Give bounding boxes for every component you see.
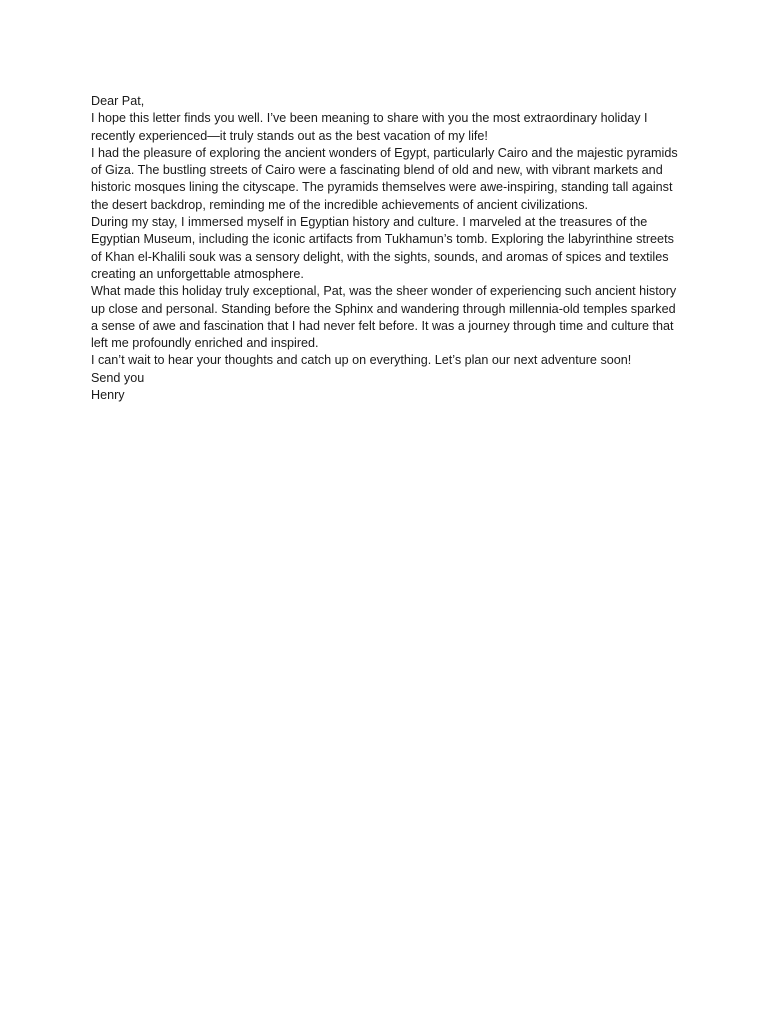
letter-signature: Henry (91, 388, 125, 403)
letter-closing: Send you (91, 370, 145, 385)
letter-paragraph: I had the pleasure of exploring the ancient wonders of Egypt, particularly Cairo and the majestic pyramids of Giza. The bustling streets of Cairo were a fascinating blend of old and new, with vibrant markets and historic mosques lining the cityscape. The pyramids themselves were awe-inspiring, standing tall against the desert backdrop, reminding me of the incredible achievements of ancient civilizations. (91, 145, 678, 212)
letter-salutation: Dear Pat, (91, 94, 145, 108)
letter-paragraph: I hope this letter finds you well. I’ve been meaning to share with you the most extraordinary holiday I recently experienced—it truly stands out as the best vacation of my life! (91, 111, 648, 143)
letter-paragraph: During my stay, I immersed myself in Egyptian history and culture. I marveled at the treasures of the Egyptian Museum, including the iconic artifacts from Tukhamun’s tomb. Exploring the labyrinthine streets of Khan el-Khalili souk was a sensory delight, with the sights, sounds, and aromas of spices and textiles creating an unforgettable atmosphere. (91, 215, 674, 281)
letter-paragraph: I can’t wait to hear your thoughts and catch up on everything. Let’s plan our next adventure soon! (91, 353, 632, 368)
letter-body (91, 93, 681, 404)
letter-paragraph: What made this holiday truly exceptional, Pat, was the sheer wonder of experiencing such ancient history up close and personal. Standing before the Sphinx and wandering through millennia-old temples sparked a sense of awe and fascination that I had never felt before. It was a journey through time and culture that left me profoundly enriched and inspired. (91, 284, 677, 351)
